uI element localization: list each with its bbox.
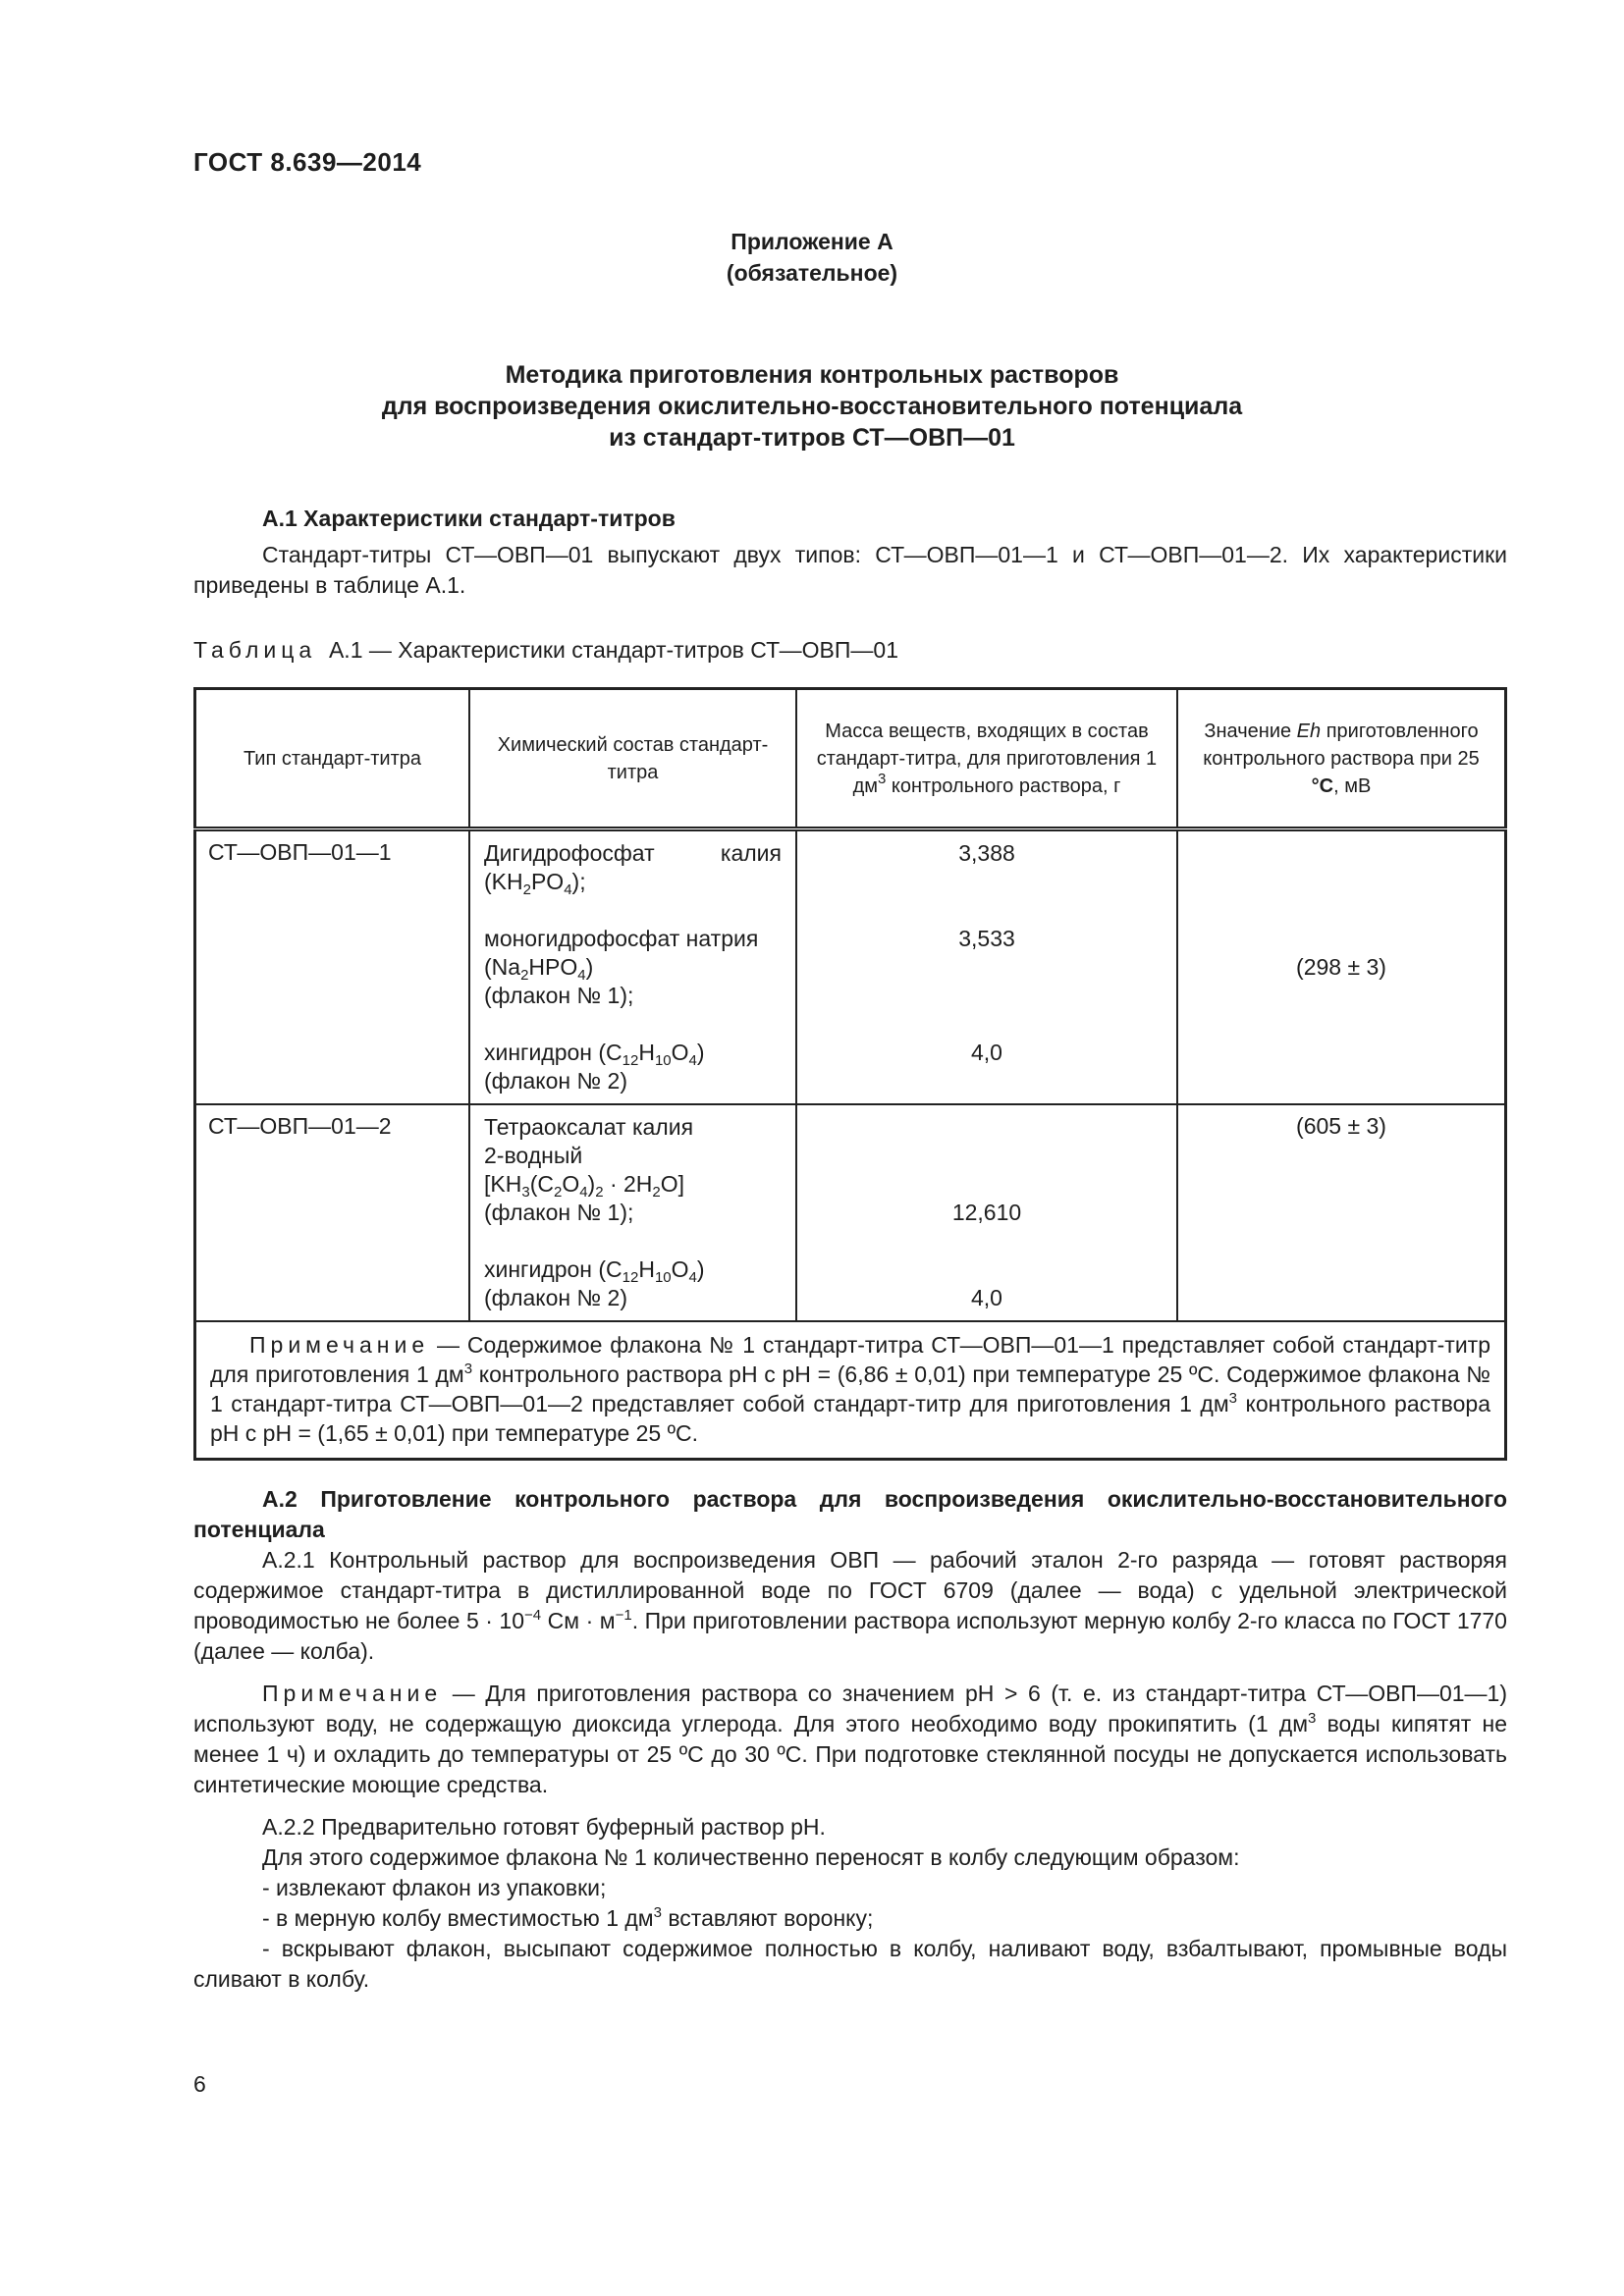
- main-title-line1: Методика приготовления контрольных растворов: [505, 361, 1119, 389]
- f: );: [571, 869, 586, 894]
- header-eh-mid: приготовленного контрольного раствора при 25: [1203, 720, 1480, 770]
- f: PO: [530, 869, 565, 894]
- header-eh-deg: °С: [1311, 774, 1334, 797]
- row2-comp-1-formula: [484, 1170, 782, 1199]
- annex-title: [0, 226, 1624, 289]
- annex-status: (обязательное): [726, 260, 898, 286]
- s: 4: [577, 967, 586, 984]
- row1-comp-3-formula: [484, 1039, 782, 1067]
- spacer: [807, 1227, 1166, 1284]
- row2-type: СТ—ОВП—01—2: [195, 1104, 470, 1321]
- row2-composition: [469, 1104, 796, 1321]
- f: [KH: [484, 1171, 522, 1197]
- f: O]: [660, 1171, 685, 1197]
- row2-mass-1: 12,610: [951, 1200, 1022, 1225]
- table-note-row: [195, 1321, 1506, 1460]
- row1-composition: [469, 829, 796, 1105]
- main-title-line3: из стандарт-титров СТ—ОВП—01: [609, 424, 1015, 452]
- list-item-2: [193, 1903, 1507, 1934]
- s: 12: [622, 1269, 639, 1286]
- s: 3: [521, 1184, 530, 1201]
- table-caption-text: А.1 — Характеристики стандарт-титров СТ—ОВП—01: [328, 637, 898, 663]
- spacer: [807, 868, 1166, 925]
- section-a2: [193, 1484, 1507, 1995]
- row2-comp-1-name2: 2-водный: [484, 1143, 583, 1168]
- row1-comp-1-name: Дигидрофосфат калия: [484, 840, 782, 866]
- s: −1: [615, 1607, 632, 1624]
- header-type: Тип стандарт-титра: [195, 689, 470, 829]
- table-note-p1: — Содержимое флакона № 1 стандарт-титра СТ—ОВП—01—1 представляет собой стандарт-титр для приготовления 1 дм: [210, 1332, 1490, 1387]
- list-item-3: - вскрывают флакон, высыпают содержимое полностью в колбу, наливают воду, взбалтывают, промывные воды сливают в колбу.: [193, 1936, 1507, 1992]
- row1-mass-3: 4,0: [971, 1040, 1002, 1065]
- annex-label: Приложение А: [731, 229, 893, 254]
- row1-eh: (298 ± 3): [1177, 829, 1506, 1105]
- section-a2-p2: А.2.2 Предварительно готовят буферный раствор pH.: [262, 1814, 826, 1840]
- f: HPO: [528, 954, 578, 980]
- table-row-1: [195, 829, 1506, 1105]
- f: ): [696, 1040, 705, 1065]
- section-a2-p1: [193, 1545, 1507, 1667]
- spacer: [807, 953, 1166, 1010]
- f: (Na: [484, 954, 521, 980]
- s: 2: [553, 1184, 563, 1201]
- row1-comp-3: [484, 1039, 782, 1095]
- t: А.2.1 Контрольный раствор для воспроизведения ОВП — рабочий эталон 2-го разряда — готовят растворяя содержимое стандарт-титра в дистиллированной воде по ГОСТ 6709 (далее — вода) с удельной электрической проводимостью не более 5 · 10: [193, 1547, 1507, 1633]
- f: O: [671, 1256, 689, 1282]
- row2-comp-1-vial: (флакон № 1);: [484, 1200, 634, 1225]
- row1-mass: [796, 829, 1177, 1105]
- header-mass: [796, 689, 1177, 829]
- row2-comp-1: [484, 1113, 782, 1227]
- header-eh-var: Eh: [1296, 720, 1322, 742]
- f: H: [638, 1040, 655, 1065]
- row2-eh: (605 ± 3): [1177, 1104, 1506, 1321]
- table-header-row: [195, 689, 1506, 829]
- f: · 2H: [603, 1171, 653, 1197]
- main-title: [0, 359, 1624, 454]
- header-composition: Химический состав стандарт-титра: [469, 689, 796, 829]
- t: . При приготовлении раствора используют мерную колбу 2-го класса по ГОСТ 1770 (далее — колба).: [193, 1608, 1507, 1664]
- row1-comp-1-formula: [484, 868, 782, 896]
- table-caption: [193, 637, 898, 664]
- t: См · м: [541, 1608, 616, 1633]
- f: (C: [529, 1171, 554, 1197]
- header-eh-post: , мВ: [1333, 774, 1372, 797]
- row1-mass-2: 3,533: [958, 926, 1015, 951]
- f: хингидрон (C: [484, 1256, 623, 1282]
- table-row-2: [195, 1104, 1506, 1321]
- s: 3: [653, 1904, 662, 1921]
- s: 2: [522, 881, 531, 898]
- header-mass-pre: Масса веществ, входящих в состав стандарт-титра, для приготовления 1 дм: [816, 720, 1158, 797]
- main-title-line2: для воспроизведения окислительно-восстановительного потенциала: [381, 393, 1243, 420]
- list-item-1: - извлекают флакон из упаковки;: [262, 1875, 607, 1900]
- row2-mass-2: 4,0: [971, 1285, 1002, 1310]
- header-mass-sup: 3: [878, 770, 887, 787]
- table-caption-label: Таблица: [193, 637, 317, 663]
- row2-comp-2-vial: (флакон № 2): [484, 1285, 628, 1310]
- s: 10: [654, 1269, 672, 1286]
- s: 2: [520, 967, 529, 984]
- f: хингидрон (C: [484, 1040, 623, 1065]
- row1-comp-3-vial: (флакон № 2): [484, 1068, 628, 1094]
- s: 3: [1228, 1390, 1238, 1407]
- section-a1-heading: А.1 Характеристики стандарт-титров: [262, 506, 676, 531]
- page-number: 6: [193, 2071, 206, 2097]
- section-a2-note-label: Примечание: [262, 1681, 443, 1706]
- header-mass-post: контрольного раствора, г: [886, 774, 1121, 797]
- s: 4: [688, 1269, 697, 1286]
- row2-comp-2: [484, 1255, 782, 1312]
- row1-comp-2-vial: (флакон № 1);: [484, 983, 634, 1008]
- t: — Для приготовления раствора со значением pH > 6 (т. е. из стандарт-титра СТ—ОВП—01—1) используют воду, не содержащую диоксида углерода. Для этого необходимо воду прокипятить (1 дм: [193, 1681, 1507, 1736]
- row2-mass: [796, 1104, 1177, 1321]
- f: O: [671, 1040, 689, 1065]
- row1-comp-2-formula: [484, 953, 782, 982]
- header-eh: [1177, 689, 1506, 829]
- s: 12: [622, 1052, 639, 1069]
- s: 3: [1308, 1710, 1317, 1727]
- section-a2-heading: А.2 Приготовление контрольного раствора для воспроизведения окислительно-восстановительного потенциала: [193, 1486, 1507, 1542]
- f: ): [587, 1171, 596, 1197]
- f: ): [696, 1256, 705, 1282]
- f: (KH: [484, 869, 523, 894]
- s: 10: [654, 1052, 672, 1069]
- table-note-p3: контрольного раствора pH с pH = (1,65 ± 0,01) при температуре 25 ºС.: [210, 1391, 1490, 1446]
- s: −4: [524, 1607, 542, 1624]
- table-note-label: Примечание: [249, 1332, 430, 1358]
- f: O: [562, 1171, 580, 1197]
- s: 4: [688, 1052, 697, 1069]
- t: - в мерную колбу вместимостью 1 дм: [262, 1905, 654, 1931]
- row1-comp-2: [484, 925, 782, 1010]
- section-a1-text: Стандарт-титры СТ—ОВП—01 выпускают двух типов: СТ—ОВП—01—1 и СТ—ОВП—01—2. Их характеристики приведены в таблице А.1.: [193, 542, 1507, 598]
- row2-comp-2-formula: [484, 1255, 782, 1284]
- s: 4: [579, 1184, 588, 1201]
- s: 3: [463, 1361, 473, 1377]
- s: 2: [595, 1184, 604, 1201]
- t: воды кипятят не менее 1 ч) и охладить до температуры от 25 ºС до 30 ºС. При подготовке стеклянной посуды не допускается использовать синтетические моющие средства.: [193, 1711, 1507, 1797]
- s: 2: [652, 1184, 661, 1201]
- document-header: ГОСТ 8.639—2014: [193, 147, 422, 177]
- t: вставляют воронку;: [661, 1905, 874, 1931]
- section-a1: [193, 504, 1507, 601]
- row1-comp-2-name: моногидрофосфат натрия: [484, 926, 759, 951]
- characteristics-table: [193, 687, 1507, 1461]
- table-note: [195, 1321, 1506, 1460]
- s: 4: [564, 881, 572, 898]
- table-note-p2: контрольного раствора pH с pH = (6,86 ± 0,01) при температуре 25 ºС. Содержимое флакона № 1 стандарт-титра СТ—ОВП—01—2 представляет собой стандарт-титр для приготовления 1 дм: [210, 1362, 1491, 1416]
- spacer: [807, 1113, 1166, 1199]
- row1-comp-1: [484, 839, 782, 896]
- f: ): [585, 954, 594, 980]
- f: H: [638, 1256, 655, 1282]
- row2-comp-1-name: Тетраоксалат калия: [484, 1114, 694, 1140]
- row1-mass-1: 3,388: [958, 840, 1015, 866]
- row1-type: СТ—ОВП—01—1: [195, 829, 470, 1105]
- header-eh-pre: Значение: [1204, 720, 1297, 742]
- section-a2-note: [193, 1679, 1507, 1800]
- section-a2-p3: Для этого содержимое флакона № 1 количественно переносят в колбу следующим образом:: [262, 1844, 1240, 1870]
